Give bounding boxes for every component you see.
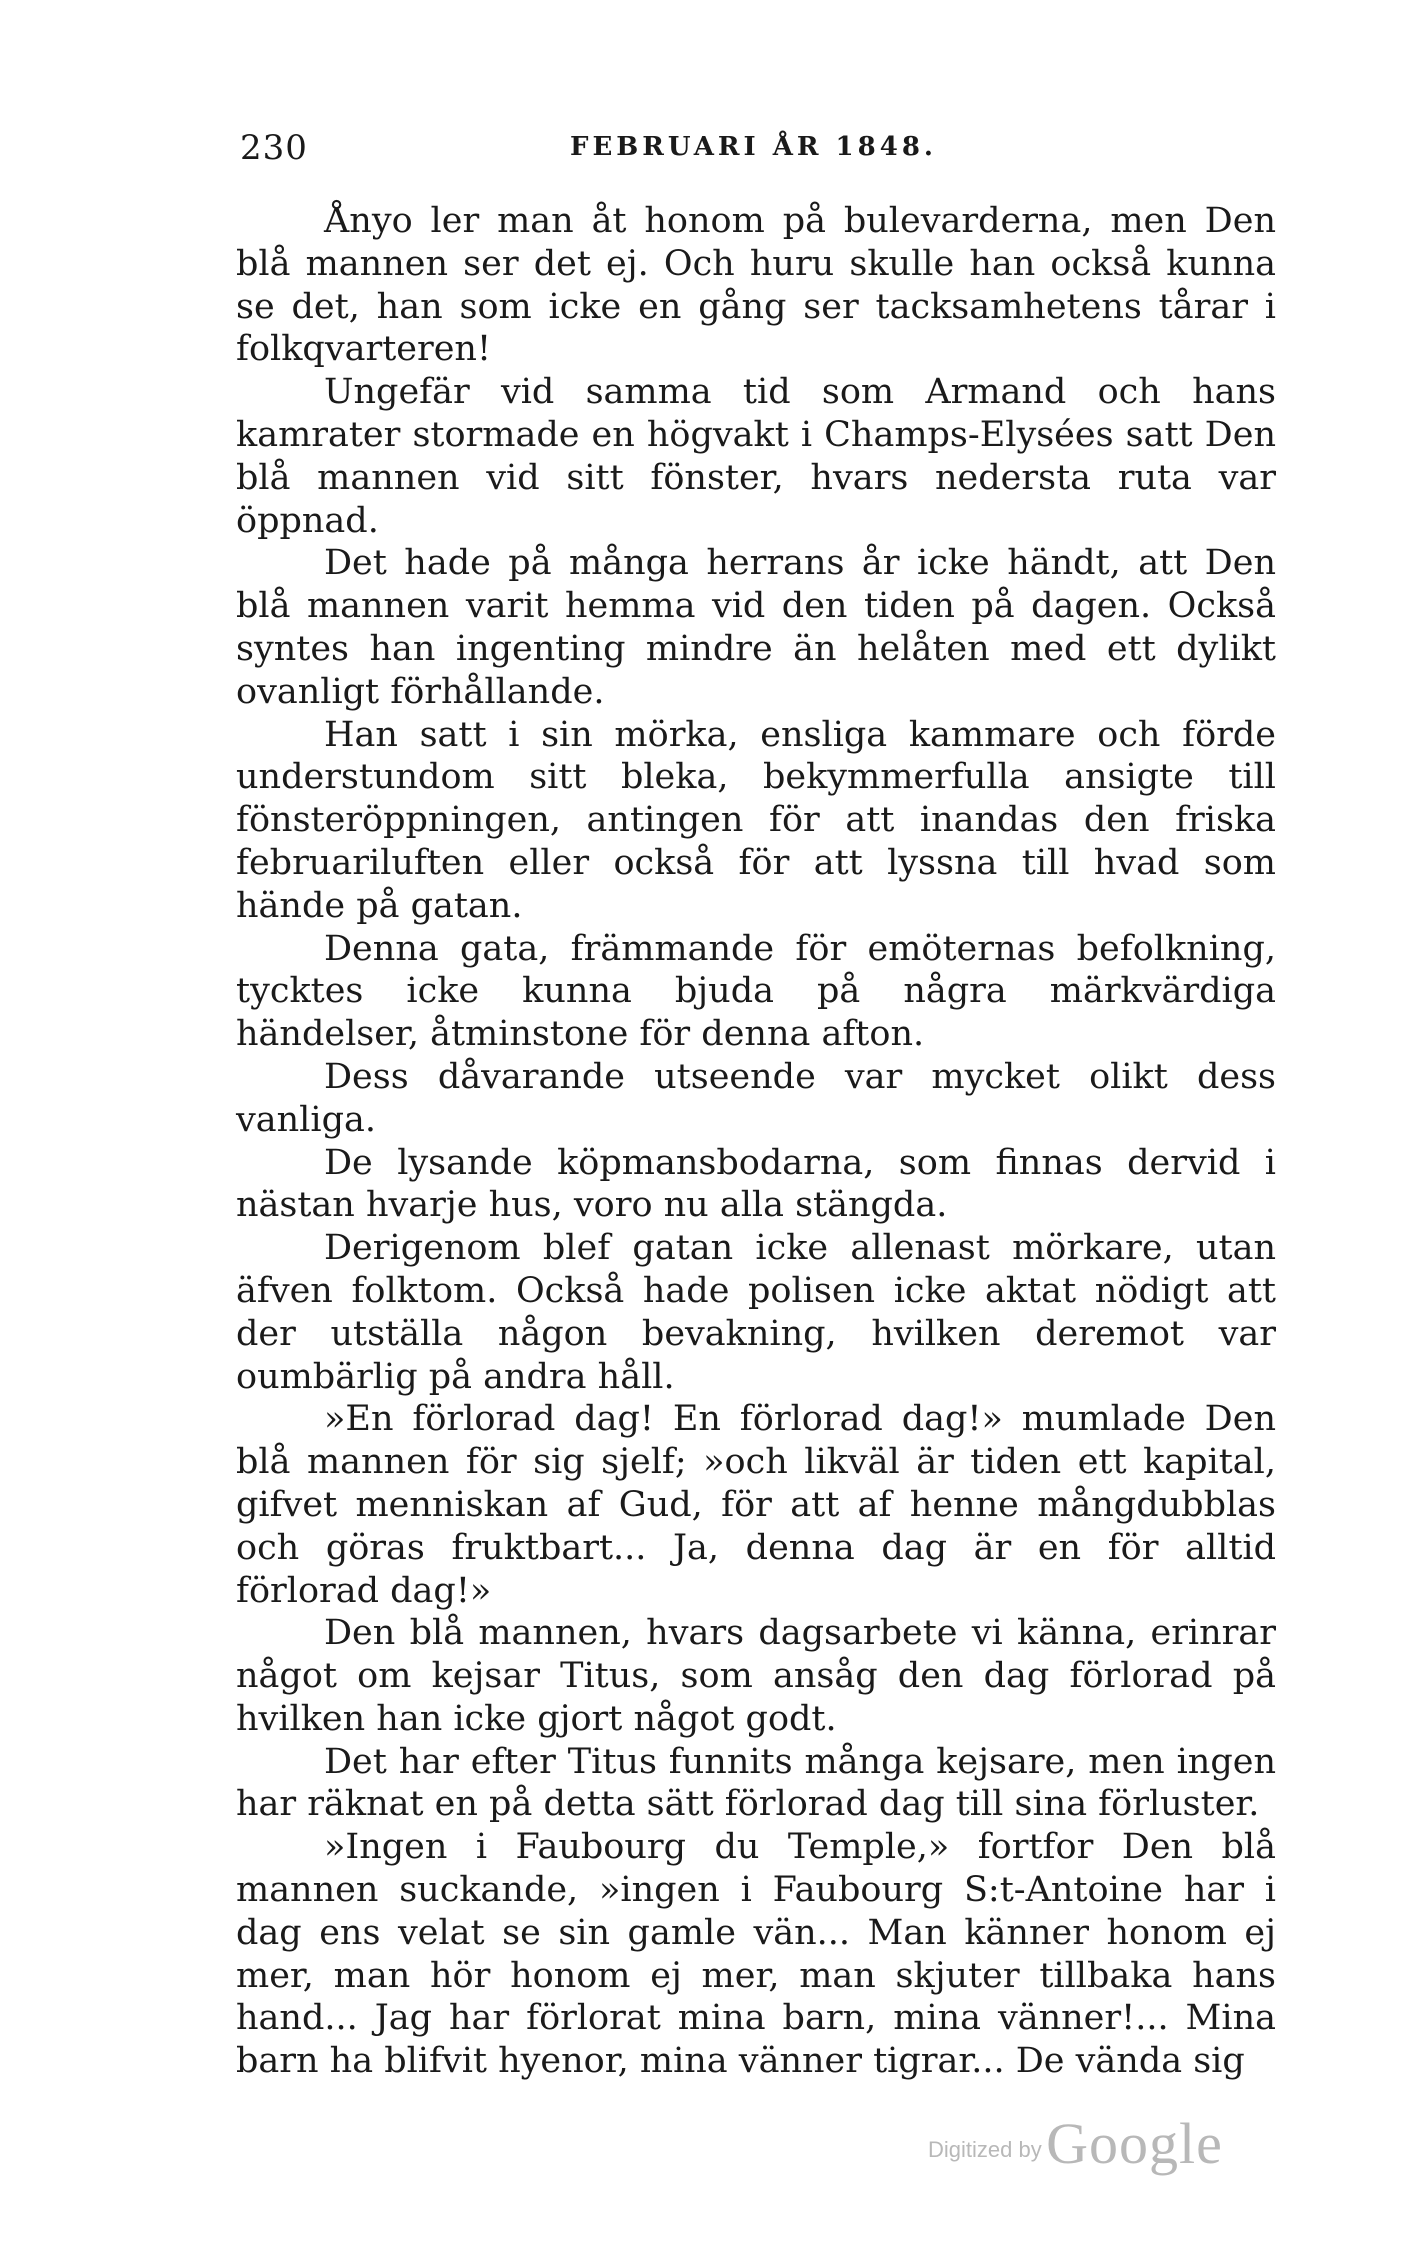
body-text: [236, 200, 1276, 2083]
paragraph: Dess dåvarande utseende var mycket olikt dess vanliga.: [236, 1056, 1276, 1140]
paragraph: Det har efter Titus funnits många kejsare, men ingen har räknat en på detta sätt förlorad dag till sina förluster.: [236, 1741, 1276, 1825]
paragraph: Den blå mannen, hvars dagsarbete vi känna, erinrar något om kejsar Titus, som ansåg den dag förlorad på hvilken han icke gjort något godt.: [236, 1613, 1276, 1739]
page-number: 230: [240, 128, 308, 168]
paragraph: Ånyo ler man åt honom på bulevarderna, men Den blå mannen ser det ej. Och huru skulle han också kunna se det, han som icke en gång ser tacksamhetens tårar i folkqvarteren!: [236, 201, 1276, 370]
paragraph: Denna gata, främmande för emöternas befolkning, tycktes icke kunna bjuda på några märkvärdiga händelser, åtminstone för denna afton.: [236, 928, 1276, 1055]
paragraph: »Ingen i Faubourg du Temple,» fortfor Den blå mannen suckande, »ingen i Faubourg S:t-Antoine har i dag ens velat se sin gamle vän... Man känner honom ej mer, man hör honom ej mer, man skjuter tillbaka hans hand... Jag har förlorat mina barn, mina vänner!... Mina barn ha blifvit hyenor, mina vänner tigrar... De vända sig: [236, 1827, 1276, 2082]
digitized-brand-logo: Google: [1046, 2111, 1223, 2176]
running-head: FEBRUARI ÅR 1848.: [570, 132, 937, 162]
page-header: [240, 128, 1280, 178]
paragraph: Ungefär vid samma tid som Armand och hans kamrater stormade en högvakt i Champs-Elysées satt Den blå mannen vid sitt fönster, hvars nedersta ruta var öppnad.: [236, 372, 1276, 541]
paragraph: »En förlorad dag! En förlorad dag!» mumlade Den blå mannen för sig sjelf; »och likväl är tiden ett kapital, gifvet menniskan af Gud, för att af henne mångdubblas och göras fruktbart... Ja, denna dag är en för alltid förlorad dag!»: [236, 1399, 1276, 1611]
paragraph: De lysande köpmansbodarna, som finnas dervid i nästan hvarje hus, voro nu alla stängda.: [236, 1142, 1276, 1226]
paragraph: Han satt i sin mörka, ensliga kammare och förde understundom sitt bleka, bekymmerfulla ansigte till fönsteröppningen, antingen för att inandas den friska februariluften eller också för att lyssna till hvad som hände på gatan.: [236, 714, 1276, 926]
paragraph: Det hade på många herrans år icke händt, att Den blå mannen varit hemma vid den tiden på dagen. Också syntes han ingenting mindre än helåten med ett dylikt ovanligt förhållande.: [236, 543, 1276, 712]
digitized-watermark: [928, 2110, 1223, 2177]
paragraph: Derigenom blef gatan icke allenast mörkare, utan äfven folktom. Också hade polisen icke aktat nödigt att der utställa någon bevakning, hvilken deremot var oumbärlig på andra håll.: [236, 1228, 1276, 1397]
digitized-prefix: Digitized by: [928, 2137, 1042, 2162]
